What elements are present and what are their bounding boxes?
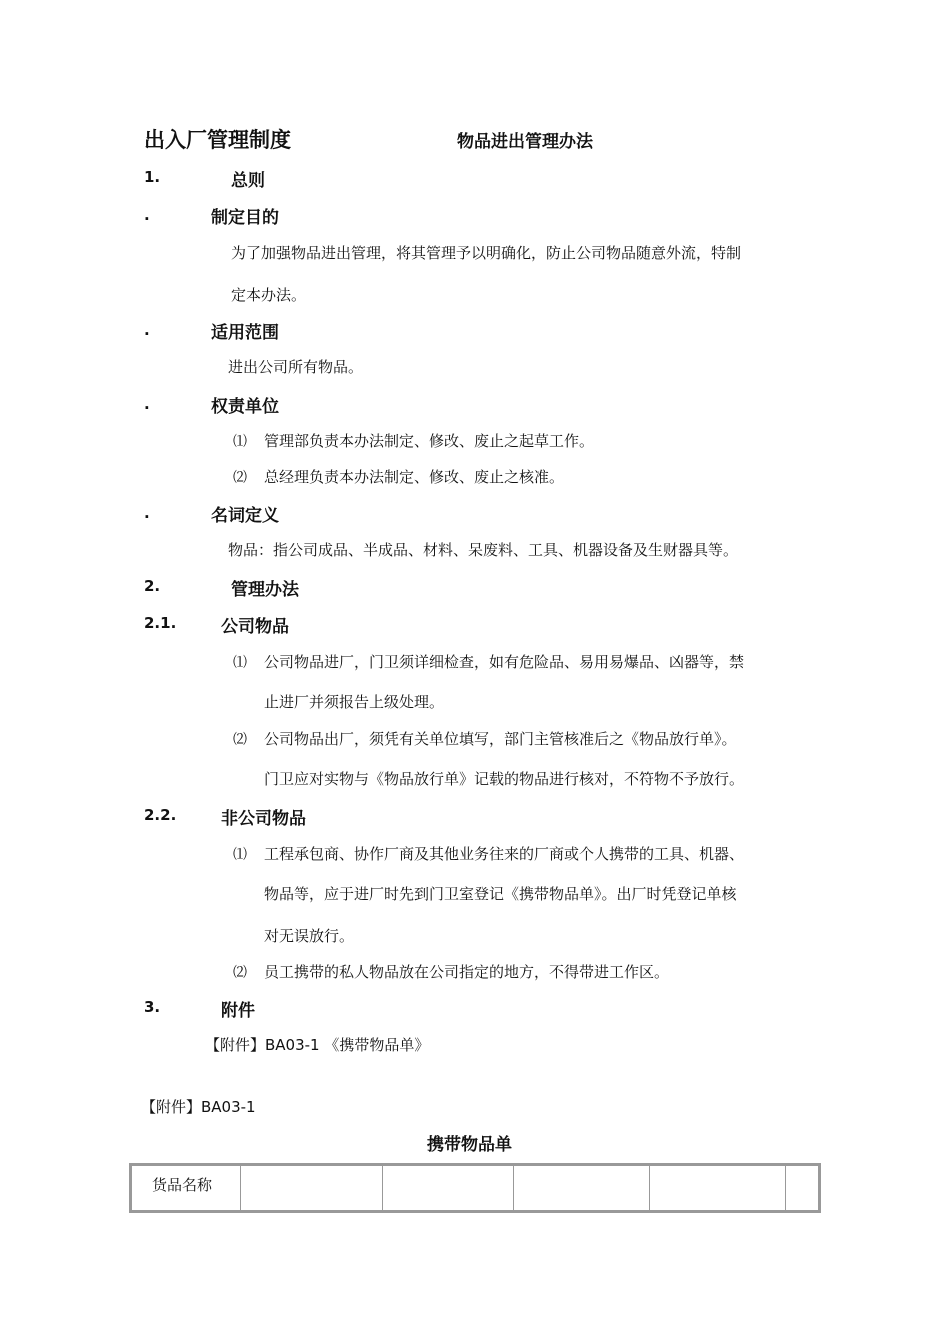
subsection-number: .	[144, 206, 150, 224]
form-title: 携带物品单	[427, 1135, 512, 1155]
table-cell	[383, 1165, 514, 1212]
paragraph: 为了加强物品进出管理，将其管理予以明确化，防止公司物品随意外流，特制	[231, 244, 742, 262]
table-cell	[241, 1165, 383, 1212]
list-marker: ⑴	[233, 655, 247, 671]
section-heading: 管理办法	[231, 580, 299, 600]
paragraph: 定本办法。	[231, 286, 307, 304]
section-number: 1.	[144, 168, 161, 186]
subsection-heading: 公司物品	[221, 617, 289, 637]
list-item: 公司物品出厂，须凭有关单位填写，部门主管核准后之《物品放行单》。	[264, 730, 737, 748]
list-item: 物品等，应于进厂时先到门卫室登记《携带物品单》。出厂时凭登记单核	[264, 885, 737, 903]
subsection-heading: 适用范围	[211, 323, 279, 343]
paragraph: 物品：指公司成品、半成品、材料、呆废料、工具、机器设备及生财器具等。	[228, 541, 739, 559]
list-item: 工程承包商、协作厂商及其他业务往来的厂商或个人携带的工具、机器、	[264, 845, 745, 863]
subsection-number: 2.2.	[144, 806, 177, 824]
list-item: 止进厂并须报告上级处理。	[264, 693, 445, 711]
list-marker: ⑵	[233, 732, 247, 748]
list-marker: ⑵	[233, 470, 247, 486]
paragraph: 进出公司所有物品。	[228, 358, 364, 376]
table-cell	[786, 1165, 820, 1212]
table-header-cell: 货品名称	[131, 1165, 241, 1212]
list-item: 门卫应对实物与《物品放行单》记载的物品进行核对，不符物不予放行。	[264, 770, 745, 788]
table-cell	[650, 1165, 786, 1212]
list-marker: ⑵	[233, 965, 247, 981]
list-item: 管理部负责本办法制定、修改、废止之起草工作。	[264, 432, 595, 450]
document-title: 出入厂管理制度	[144, 128, 291, 152]
table-cell	[514, 1165, 650, 1212]
carry-items-table	[129, 1163, 821, 1213]
list-marker: ⑴	[233, 847, 247, 863]
section-number: 2.	[144, 577, 161, 595]
section-number: 3.	[144, 998, 161, 1016]
subsection-heading: 名词定义	[211, 506, 279, 526]
document-subtitle: 物品进出管理办法	[457, 132, 593, 152]
list-item: 对无误放行。	[264, 927, 355, 945]
subsection-number: 2.1.	[144, 614, 177, 632]
subsection-number: .	[144, 395, 150, 413]
subsection-heading: 非公司物品	[221, 809, 306, 829]
subsection-number: .	[144, 321, 150, 339]
list-item: 公司物品进厂，门卫须详细检查，如有危险品、易用易爆品、凶器等，禁	[264, 653, 745, 671]
subsection-number: .	[144, 504, 150, 522]
list-marker: ⑴	[233, 434, 247, 450]
table-row	[131, 1165, 820, 1212]
attachment-reference: 【附件】BA03-1 《携带物品单》	[205, 1036, 430, 1054]
subsection-heading: 权责单位	[211, 397, 279, 417]
section-heading: 附件	[221, 1001, 255, 1021]
section-heading: 总则	[231, 171, 265, 191]
appendix-label: 【附件】BA03-1	[141, 1098, 256, 1116]
list-item: 总经理负责本办法制定、修改、废止之核准。	[264, 468, 565, 486]
subsection-heading: 制定目的	[211, 208, 279, 228]
list-item: 员工携带的私人物品放在公司指定的地方，不得带进工作区。	[264, 963, 670, 981]
